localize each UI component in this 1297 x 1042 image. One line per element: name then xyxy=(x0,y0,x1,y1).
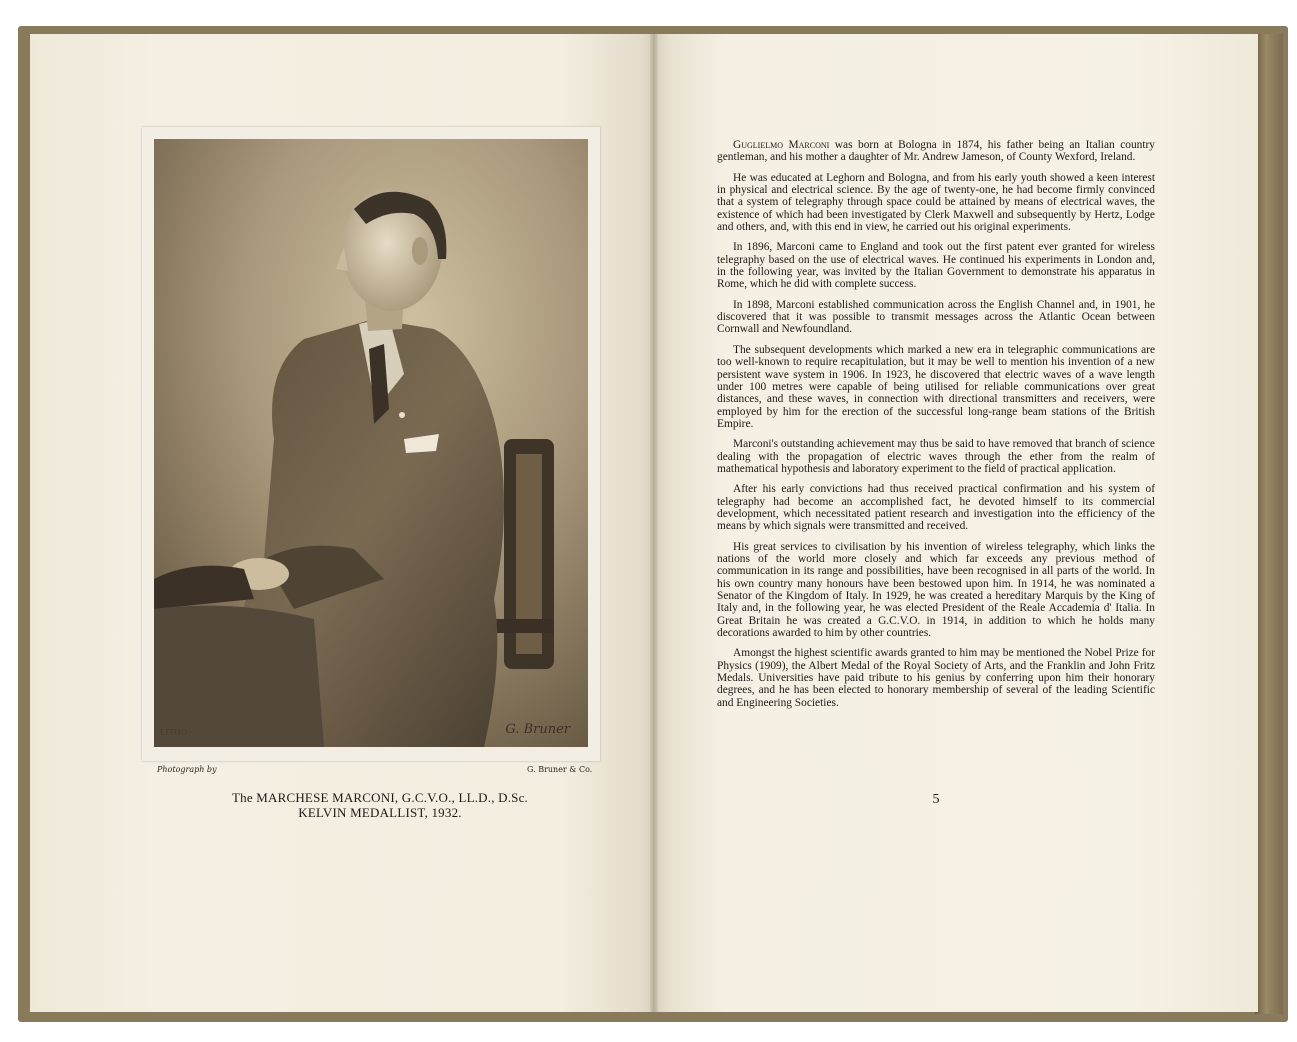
photo-credit-studio: G. Bruner & Co. xyxy=(527,765,593,774)
photo-credit-label: Photograph by xyxy=(157,765,217,774)
paragraph-1 xyxy=(717,139,1155,164)
paragraph-2: He was educated at Leghorn and Bologna, and from his early youth showed a keen interest in physical and electrical science. By the age of twenty-one, he had become firmly convinced that a system of telegraphy through space could be attained by means of electrical waves, the existence of which had been investigated by Clerk Maxwell and subsequently by Hertz, Lodge and others, and, with this end in view, he carried out his original experiments. xyxy=(717,171,1155,234)
paragraph-5: The subsequent developments which marked a new era in telegraphic communications are too well-known to require recapitulation, but it may be well to mention his invention of a new persistent wave system in 1906. In 1923, he discovered that electric waves of a wave length under 100 metres were capable of being utilised for reliable communications over great distances, and these waves, in connection with directional transmitters and receivers, were employed by him for the erection of the successful long-range beam stations of the British Empire. xyxy=(717,343,1155,430)
book-gutter xyxy=(650,34,658,1012)
portrait-caption-title: The MARCHESE MARCONI, G.C.V.O., LL.D., D.Sc. xyxy=(231,790,528,805)
biography-text xyxy=(717,139,1155,717)
paragraph-3: In 1896, Marconi came to England and took out the first patent ever granted for wireless telegraphy based on the use of electrical waves. He continued his experiments in London and, in the following year, was invited by the Italian Government to demonstrate his apparatus in Rome, which he did with complete success. xyxy=(717,241,1155,291)
paragraph-6: Marconi's outstanding achievement may thus be said to have removed that branch of science dealing with the propagation of electric waves through the ether from the realm of mathematical hypothesis and laboratory experiment to the field of practical application. xyxy=(717,438,1155,475)
page-number: 5 xyxy=(932,792,940,807)
portrait-illustration xyxy=(154,139,588,747)
lead-name: Guglielmo Marconi xyxy=(733,139,830,151)
paragraph-1-text: was born at Bologna in 1874, his father being an Italian country gentleman, and his mother a daughter of Mr. Andrew Jameson, of County Wexford, Ireland. xyxy=(717,139,1155,164)
svg-text:LITHO: LITHO xyxy=(160,728,188,737)
portrait-caption-subtitle: KELVIN MEDALLIST, 1932. xyxy=(298,805,462,820)
portrait-photograph xyxy=(154,139,588,747)
paragraph-8: His great services to civilisation by his invention of wireless telegraphy, which links the nations of the world more closely and which far exceeds any previous method of communication in its range and possibilities, have been recognised in all parts of the world. In his own country many honours have been bestowed upon him. In 1914, he was nominated a Senator of the Kingdom of Italy. In 1929, he was created a hereditary Marquis by the King of Italy and, in the following year, he was elected President of the Reale Accademia d' Italia. In Great Britain he was created a G.C.V.O. in 1914, in addition to which he holds many decorations awarded to him by other countries. xyxy=(717,540,1155,640)
photographer-signature: G. Bruner xyxy=(505,722,570,737)
paragraph-9: Amongst the highest scientific awards granted to him may be mentioned the Nobel Prize for Physics (1909), the Albert Medal of the Royal Society of Arts, and the Franklin and John Fritz Medals. Universities have paid tribute to his genius by conferring upon him their honorary degrees, and he has been elected to honorary membership of several of the leading Scientific and Engineering Societies. xyxy=(717,647,1155,709)
paragraph-4: In 1898, Marconi established communication across the English Channel and, in 1901, he discovered that it was possible to transmit messages across the Atlantic Ocean between Cornwall and Newfoundland. xyxy=(717,298,1155,336)
paragraph-7: After his early convictions had thus received practical confirmation and his system of telegraphy had become an accomplished fact, he devoted himself to its commercial development, which necessitated patient research and investigation into the efficiency of the means by which signals were transmitted and received. xyxy=(717,483,1155,533)
cover-edge xyxy=(1255,34,1283,1014)
